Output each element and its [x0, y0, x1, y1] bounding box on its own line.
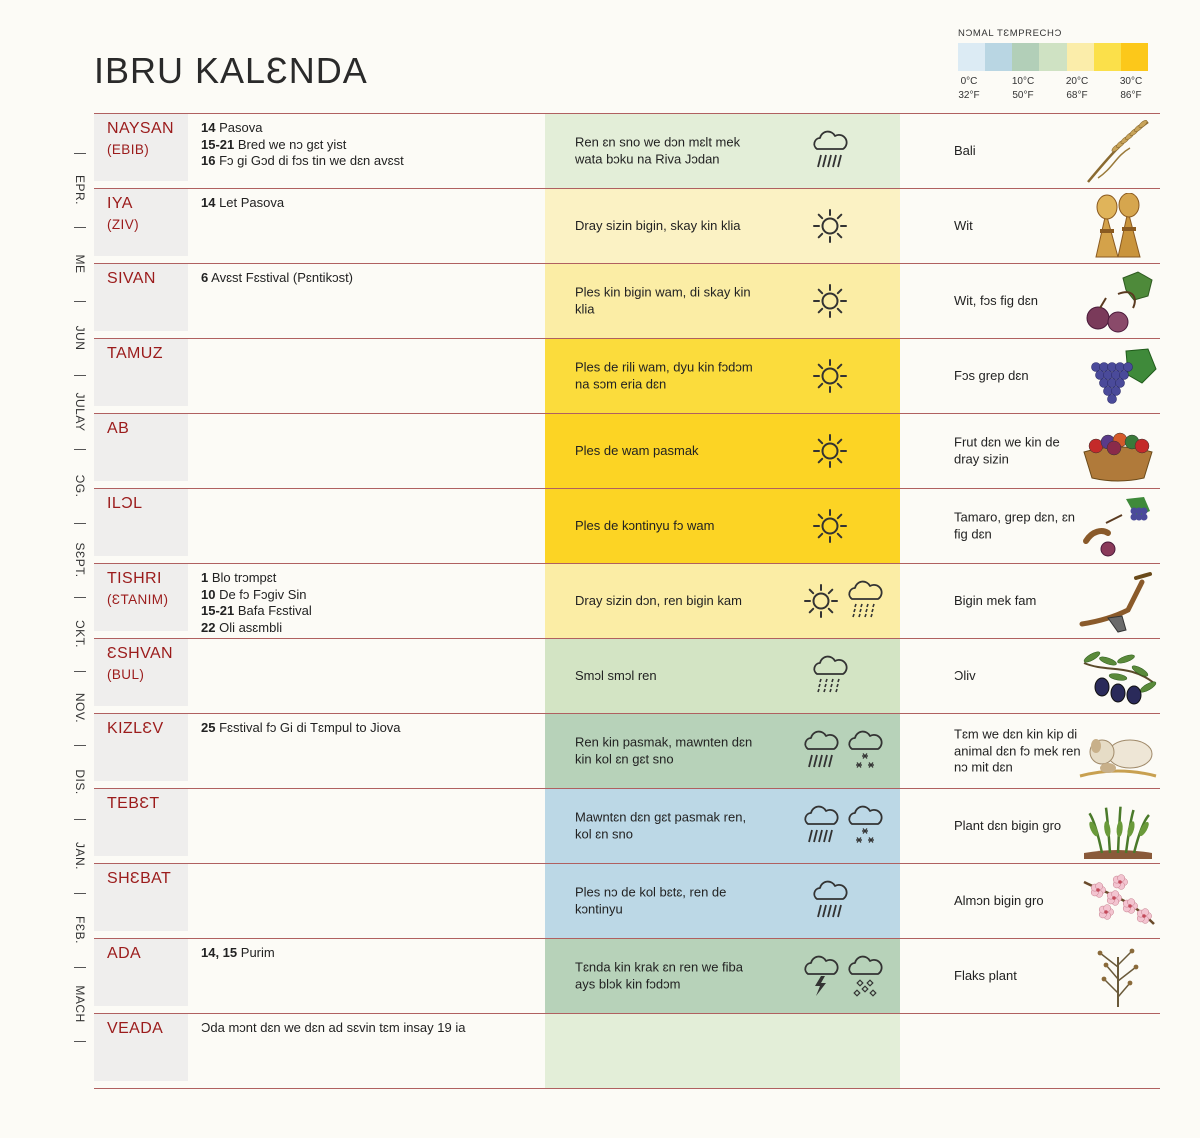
- weather-icons: [775, 654, 885, 698]
- weather-text: Ples de rili wam, dyu kin fɔdɔm na sɔm eria dɛn: [575, 359, 753, 391]
- gregorian-month-label: ƆG.: [73, 474, 87, 498]
- weather-cell: [545, 339, 900, 413]
- month-name: SHƐBAT: [107, 870, 172, 887]
- sun-icon: [810, 354, 850, 398]
- grapes-icon: [1078, 343, 1158, 409]
- legend-swatch: [1039, 43, 1066, 71]
- month-alt-name: (EBIB): [107, 142, 150, 157]
- event-day: 1: [201, 570, 209, 585]
- temperature-legend: [958, 28, 1150, 101]
- weather-icons: [775, 579, 885, 623]
- crop-illustration: [1078, 943, 1158, 1009]
- weather-cell: [545, 264, 900, 338]
- sun-icon: [810, 279, 850, 323]
- month-name: TISHRI: [107, 570, 162, 587]
- month-events: [201, 270, 531, 287]
- event-line: [201, 1020, 531, 1037]
- weather-text: Tɛnda kin krak ɛn ren we fiba ays blɔk kin fɔdɔm: [575, 959, 743, 991]
- gregorian-month-label: ME: [73, 254, 87, 274]
- tick-celsius: 20°C: [1065, 76, 1089, 87]
- weather-text: Ples kin bigin wam, di skay kin klia: [575, 284, 751, 316]
- side-tick: [74, 893, 86, 894]
- sun-icon: [801, 579, 841, 623]
- tick-celsius: 0°C: [960, 76, 978, 87]
- event-line: [201, 570, 531, 587]
- month-events: [201, 945, 531, 962]
- crop-text: Wit: [954, 217, 973, 233]
- weather-text: Ren ɛn sno we dɔn mɛlt mek wata bɔku na Riva Jɔdan: [575, 134, 741, 166]
- legend-swatch: [1121, 43, 1148, 71]
- event-day: 14, 15: [201, 945, 238, 960]
- month-events: [201, 195, 531, 212]
- side-tick: [74, 153, 86, 154]
- event-day: 15-21: [201, 603, 235, 618]
- month-name: ILƆL: [107, 495, 143, 512]
- side-tick: [74, 1041, 86, 1042]
- month-box: [94, 1014, 188, 1081]
- weather-icons: [775, 354, 885, 398]
- month-row: [94, 488, 1160, 563]
- month-box: [94, 714, 188, 781]
- crop-text: Wit, fɔs fig dɛn: [954, 292, 1038, 308]
- sprout-icon: [1078, 793, 1158, 859]
- legend-tick: [1006, 75, 1040, 103]
- weather-cell: [545, 714, 900, 788]
- drizzle-cloud-icon: [845, 579, 885, 623]
- month-box: [94, 339, 188, 406]
- month-row: [94, 788, 1160, 863]
- legend-title: NƆMAL TƐMPRECHƆ: [958, 28, 1062, 39]
- wheat-sheaf-icon: [1078, 193, 1158, 259]
- event-line: [201, 153, 531, 170]
- event-text: Purim: [237, 945, 275, 960]
- crop-illustration: [1078, 268, 1158, 334]
- month-row: [94, 413, 1160, 488]
- page-title: IBRU KALƐNDA: [94, 50, 368, 91]
- weather-icons: [775, 879, 885, 923]
- crop-illustration: [1078, 418, 1158, 484]
- month-events: [201, 720, 531, 737]
- month-row: [94, 1013, 1160, 1089]
- event-text: Pasova: [215, 120, 263, 135]
- gregorian-month-label: JUN: [73, 325, 87, 351]
- tick-celsius: 10°C: [1011, 76, 1035, 87]
- gregorian-month-label: JULAY: [73, 392, 87, 432]
- fruit-basket-icon: [1078, 418, 1158, 484]
- crop-text: Tamaro, grep dɛn, ɛn fig dɛn: [954, 509, 1076, 541]
- snow-cloud-icon: [845, 729, 885, 773]
- legend-tick: [1060, 75, 1094, 103]
- weather-text: Ples de kɔntinyu fɔ wam: [575, 517, 715, 533]
- rain-cloud-icon: [801, 729, 841, 773]
- weather-icons: [775, 204, 885, 248]
- side-tick: [74, 745, 86, 746]
- event-line: [201, 270, 531, 287]
- gregorian-month-label: FƐB.: [73, 916, 87, 944]
- weather-cell: [545, 114, 900, 188]
- event-day: 14: [201, 195, 216, 210]
- month-row: [94, 713, 1160, 788]
- side-tick: [74, 819, 86, 820]
- weather-icons: [775, 429, 885, 473]
- month-row: [94, 638, 1160, 713]
- legend-swatch: [1067, 43, 1094, 71]
- legend-swatch: [985, 43, 1012, 71]
- month-row: [94, 263, 1160, 338]
- sun-icon: [810, 504, 850, 548]
- event-text: Bafa Fɛstival: [234, 603, 312, 618]
- event-text: De fɔ Fɔgiv Sin: [215, 586, 307, 602]
- flax-icon: [1078, 943, 1158, 1009]
- rain-cloud-icon: [810, 879, 850, 923]
- tick-celsius: 30°C: [1119, 76, 1143, 87]
- month-row: [94, 113, 1160, 188]
- weather-text: Mawntɛn dɛn gɛt pasmak ren, kol ɛn sno: [575, 809, 747, 841]
- crop-illustration: [1078, 118, 1158, 184]
- crop-illustration: [1078, 793, 1158, 859]
- event-line: [201, 120, 531, 137]
- crop-text: Flaks plant: [954, 967, 1017, 983]
- event-line: [201, 945, 531, 962]
- month-row: [94, 188, 1160, 263]
- side-tick: [74, 523, 86, 524]
- weather-cell: [545, 864, 900, 938]
- event-line: [201, 137, 531, 154]
- weather-icons: [775, 729, 885, 773]
- gregorian-month-label: EPR.: [73, 174, 87, 206]
- event-line: [201, 195, 531, 212]
- event-line: [201, 587, 531, 604]
- month-box: [94, 789, 188, 856]
- event-text: Oli asɛmbli: [215, 619, 283, 635]
- crop-illustration: [1078, 193, 1158, 259]
- month-name: ADA: [107, 945, 142, 962]
- gregorian-month-label: SƐPT.: [73, 542, 87, 578]
- event-line: [201, 620, 531, 637]
- gregorian-month-label: MACH: [73, 985, 87, 1023]
- event-text: Bred we nɔ gɛt yist: [234, 136, 347, 152]
- snow-cloud-icon: [845, 804, 885, 848]
- month-box: [94, 414, 188, 481]
- event-text: Avɛst Fɛstival (Pɛntikɔst): [208, 270, 354, 285]
- month-name: AB: [107, 420, 130, 437]
- event-day: 10: [201, 586, 216, 602]
- crop-illustration: [1078, 868, 1158, 934]
- event-day: 25: [201, 720, 216, 735]
- month-name: SIVAN: [107, 270, 156, 287]
- month-box: [94, 864, 188, 931]
- crop-illustration: [1078, 493, 1158, 559]
- tick-fahrenheit: 68°F: [1066, 90, 1088, 101]
- sun-icon: [810, 429, 850, 473]
- weather-cell: [545, 939, 900, 1013]
- month-box: [94, 114, 188, 181]
- month-events: [201, 1020, 531, 1037]
- event-day: 14: [201, 120, 216, 135]
- rain-cloud-icon: [810, 129, 850, 173]
- crop-text: Plant dɛn bigin gro: [954, 817, 1062, 833]
- month-box: [94, 189, 188, 256]
- month-name: ƐSHVAN: [107, 645, 174, 662]
- month-row: [94, 863, 1160, 938]
- event-text: Let Pasova: [215, 195, 285, 210]
- event-day: 6: [201, 270, 209, 285]
- weather-text: Ples nɔ de kol bɛtɛ, ren de kɔntinyu: [575, 884, 727, 916]
- weather-icons: [775, 954, 885, 998]
- sun-icon: [810, 204, 850, 248]
- weather-cell: [545, 414, 900, 488]
- side-tick: [74, 227, 86, 228]
- legend-swatch: [1012, 43, 1039, 71]
- crop-text: Bali: [954, 142, 976, 158]
- event-text: Blo trɔmpɛt: [208, 570, 277, 585]
- month-row: [94, 338, 1160, 413]
- month-alt-name: (ZIV): [107, 217, 139, 232]
- side-tick: [74, 671, 86, 672]
- month-box: [94, 489, 188, 556]
- month-name: KIZLƐV: [107, 720, 164, 737]
- side-tick: [74, 597, 86, 598]
- weather-icons: [775, 279, 885, 323]
- weather-cell: [545, 489, 900, 563]
- weather-text: Dray sizin bigin, skay kin klia: [575, 217, 741, 233]
- event-text: Fɔ gi Gɔd di fɔs tin we dɛn avɛst: [215, 153, 404, 168]
- weather-icons: [775, 804, 885, 848]
- hail-cloud-icon: [845, 954, 885, 998]
- month-name: NAYSAN: [107, 120, 175, 137]
- month-box: [94, 564, 188, 631]
- month-events: [201, 570, 531, 636]
- crop-text: Tɛm we dɛn kin kip di animal dɛn fɔ mek ren nɔ mit dɛn: [954, 726, 1081, 775]
- crop-text: Bigin mek fam: [954, 592, 1037, 608]
- month-alt-name: (BUL): [107, 667, 145, 682]
- month-row: [94, 938, 1160, 1013]
- month-box: [94, 264, 188, 331]
- month-box: [94, 939, 188, 1006]
- drizzle-cloud-icon: [810, 654, 850, 698]
- event-text: Ɔda mɔnt dɛn we dɛn ad sɛvin tɛm insay 19 ia: [201, 1020, 466, 1035]
- weather-icons: [775, 129, 885, 173]
- weather-cell: [545, 1014, 900, 1088]
- gregorian-month-strip: [66, 113, 94, 1079]
- month-events: [201, 120, 531, 170]
- crop-text: Fɔs grep dɛn: [954, 367, 1029, 383]
- crop-illustration: [1078, 568, 1158, 634]
- month-row: [94, 563, 1160, 638]
- event-day: 15-21: [201, 136, 235, 152]
- crop-illustration: [1078, 718, 1158, 784]
- event-day: 22: [201, 619, 216, 635]
- month-box: [94, 639, 188, 706]
- event-line: [201, 603, 531, 620]
- gregorian-month-label: JAN.: [73, 841, 87, 871]
- temperature-ticks: [958, 71, 1150, 101]
- weather-cell: [545, 189, 900, 263]
- weather-text: Dray sizin dɔn, ren bigin kam: [575, 592, 742, 608]
- crop-illustration: [1078, 343, 1158, 409]
- month-name: TAMUZ: [107, 345, 163, 362]
- tick-fahrenheit: 50°F: [1012, 90, 1034, 101]
- rain-cloud-icon: [801, 804, 841, 848]
- side-tick: [74, 375, 86, 376]
- plough-icon: [1078, 568, 1158, 634]
- crop-text: Ɔliv: [954, 667, 976, 683]
- temperature-scale: [958, 43, 1148, 71]
- fig-icon: [1078, 268, 1158, 334]
- month-name: IYA: [107, 195, 133, 212]
- gregorian-month-label: DIS.: [73, 769, 87, 795]
- legend-tick: [952, 75, 986, 103]
- legend-swatch: [1094, 43, 1121, 71]
- hebrew-calendar-table: [94, 113, 1160, 1089]
- weather-cell: [545, 789, 900, 863]
- crop-text: Almɔn bigin gro: [954, 892, 1044, 908]
- event-line: [201, 720, 531, 737]
- month-name: TEBƐT: [107, 795, 160, 812]
- crop-text: Frut dɛn we kin de dray sizin: [954, 434, 1060, 466]
- weather-text: Smɔl smɔl ren: [575, 667, 657, 683]
- event-day: 16: [201, 153, 216, 168]
- sheep-icon: [1078, 718, 1158, 784]
- almond-blossom-icon: [1078, 868, 1158, 934]
- crop-illustration: [1078, 643, 1158, 709]
- month-name: VEADA: [107, 1020, 164, 1037]
- mixed-fruit-icon: [1078, 493, 1158, 559]
- weather-cell: [545, 639, 900, 713]
- tick-fahrenheit: 32°F: [958, 90, 980, 101]
- gregorian-month-label: NOV.: [73, 692, 87, 724]
- thunder-cloud-icon: [801, 954, 841, 998]
- tick-fahrenheit: 86°F: [1120, 90, 1142, 101]
- event-text: Fɛstival fɔ Gi di Tɛmpul to Jiova: [215, 720, 401, 735]
- gregorian-month-label: ƆKT.: [73, 619, 87, 649]
- side-tick: [74, 449, 86, 450]
- weather-icons: [775, 504, 885, 548]
- side-tick: [74, 967, 86, 968]
- weather-cell: [545, 564, 900, 638]
- legend-swatch: [958, 43, 985, 71]
- olive-icon: [1078, 643, 1158, 709]
- legend-tick: [1114, 75, 1148, 103]
- weather-text: Ples de wam pasmak: [575, 442, 699, 458]
- barley-icon: [1078, 118, 1158, 184]
- side-tick: [74, 301, 86, 302]
- month-alt-name: (ƐTANIM): [107, 592, 169, 607]
- weather-text: Ren kin pasmak, mawnten dɛn kin kol ɛn gɛt sno: [575, 734, 753, 766]
